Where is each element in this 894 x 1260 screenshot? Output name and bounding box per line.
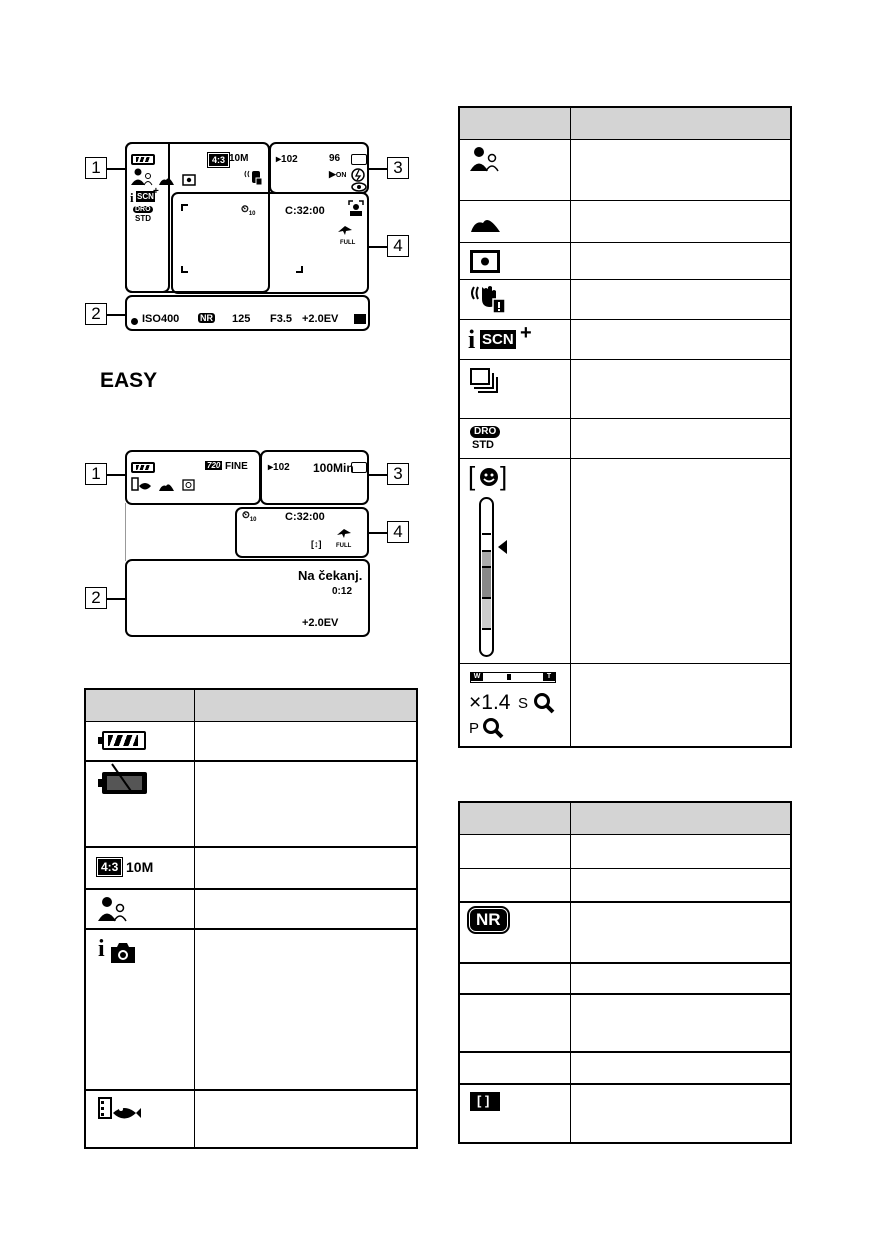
iscn-plus: + [153,186,159,197]
zoom-value: ×1.4 [469,691,511,714]
table1-row-person [85,889,195,929]
table1-row-size [85,847,195,889]
smile-sensitivity-gauge [479,497,494,657]
table2-header-icon [459,107,571,140]
af-illuminator: ▶ON [329,169,347,179]
table1-header-icon [85,689,195,722]
standby-text: Na čekanj. [298,568,363,583]
recording-remaining: 100Min [313,461,354,475]
multi-metering-icon: [ ] [470,1092,500,1111]
aperture: F3.5 [270,313,293,325]
movie-scene-icon-large [98,1097,142,1125]
icon-table-1 [84,688,418,1149]
folder-number-movie: ▸102 [268,462,290,473]
image-size: 10M [229,153,249,164]
timecode: C:32:00 [285,205,325,217]
recording-time: 0:12 [332,586,353,597]
table3-row-metering [459,1084,571,1143]
memory-card-icon [351,154,367,165]
table1-row-movie [85,1090,195,1148]
movie-quality-badge: 720 [207,461,221,470]
self-timer-icon: $⏲_{10}$ [241,204,256,217]
precision-zoom-p: P [469,720,480,737]
callout-4-movie: 4 [387,521,409,543]
landscape-icon-large [470,213,502,233]
zoom-bar [470,672,556,683]
dro-mode: STD [135,214,151,223]
table3-header-icon [459,802,571,835]
precision-magnifier-icon [482,717,504,739]
table2-row-zoom [459,664,571,748]
af-frame-tl [181,204,188,211]
metering-center-icon [182,479,195,491]
table1-header-desc [195,689,418,722]
shots-remaining: 96 [329,153,341,164]
table2-row-landscape [459,201,571,243]
nr-icon-large: NR [470,909,507,931]
person-scene-icon-large [98,896,128,922]
callout-3: 3 [387,157,409,179]
callout-3-movie: 3 [387,463,409,485]
table3-row-1 [459,835,571,869]
shake-warning-icon [244,170,264,186]
battery-icon [131,154,155,165]
callout-4: 4 [387,235,409,257]
battery-full-icon [102,731,146,750]
image-size-large: 10M [126,859,154,875]
zoom-w: W [471,673,483,681]
folder-number: ▸102 [276,154,298,165]
smart-zoom-s: S [518,695,529,712]
metering-frame-icon [354,314,366,324]
scene-person-icon [131,168,155,186]
smile-bracket-left: [ [468,461,476,491]
landscape-icon-movie [158,481,176,492]
table2-row-shake [459,280,571,320]
zoom-t: T [543,673,555,681]
table1-row-battery [85,722,195,762]
easy-heading: EASY [100,369,158,392]
wind-noise-icon: [↕] [311,539,322,549]
table3-row-2 [459,869,571,902]
focus-indicator-icon [131,318,138,325]
red-eye-icon [351,182,367,192]
table3-row-5 [459,994,571,1052]
iscn-i: i [130,190,134,205]
full-label: FULL [340,240,356,246]
callout-2: 2 [85,303,107,325]
exposure-value-movie: +2.0EV [302,617,339,629]
af-frame-br [296,266,303,273]
smile-bracket-right: ] [500,461,508,491]
shake-warning-icon-large [470,285,510,315]
table2-row-person [459,140,571,201]
i-letter: i [98,936,105,962]
aspect-badge: 4:3 [209,154,228,166]
person-scene-icon [470,146,500,172]
battery-icon-movie [131,462,155,473]
table3-row-4 [459,963,571,994]
table2-row-burst [459,360,571,419]
shutter-speed: 125 [232,313,251,325]
iscn-i-large: i [468,325,476,354]
gauge-pointer-icon [498,540,507,554]
stabilizer-icon [337,222,353,236]
table1-row-battery-empty [85,761,195,847]
table3-row-nr [459,902,571,963]
flash-off-icon [351,168,365,182]
movie-divider [125,503,126,561]
movie-mode-icon [131,477,153,493]
table2-row-smile [459,459,571,664]
spot-metering-icon [470,250,500,273]
camera-icon [110,942,136,964]
callout-2-movie: 2 [85,587,107,609]
callout-1-movie: 1 [85,463,107,485]
table2-header-desc [571,107,792,140]
iscn-icon-large: SCN [482,331,514,348]
stabilizer-icon-movie [336,525,352,539]
burst-icon [470,368,498,394]
smile-shutter-icon [479,467,499,487]
timecode-movie: C:32:00 [285,511,325,523]
table2-row-spot [459,243,571,280]
memory-card-icon-movie [351,462,367,473]
zoom-magnifier-icon [533,692,555,714]
nr-icon: NR [200,313,213,323]
table2-row-iscn [459,320,571,360]
movie-panel-3 [260,450,369,505]
table2-row-dro [459,419,571,459]
exposure-value: +2.0EV [302,313,339,325]
table3-header-desc [571,802,792,835]
full-label-movie: FULL [336,543,352,549]
dro-badge-large: DRO [470,426,500,438]
iscn-plus-large: + [520,322,532,344]
icon-table-2 [458,106,792,748]
table3-row-6 [459,1052,571,1084]
face-detect-off-icon [347,200,365,216]
dro-mode-large: STD [472,439,494,451]
movie-quality-mode: FINE [225,461,248,472]
iso-value: ISO400 [142,313,180,325]
icon-table-3 [458,801,792,1144]
landscape-icon [158,175,176,186]
callout-1: 1 [85,157,107,179]
aspect-badge-large: 4:3 [98,859,121,875]
dro-badge: DRO [135,206,151,213]
zoom-position [507,674,511,680]
table1-row-intelligent-auto [85,929,195,1090]
metering-spot-icon [182,174,196,186]
af-frame-bl [181,266,188,273]
self-timer-icon-movie: $⏲_{10}$ [242,510,257,523]
iscn-icon: SCN [137,192,154,201]
